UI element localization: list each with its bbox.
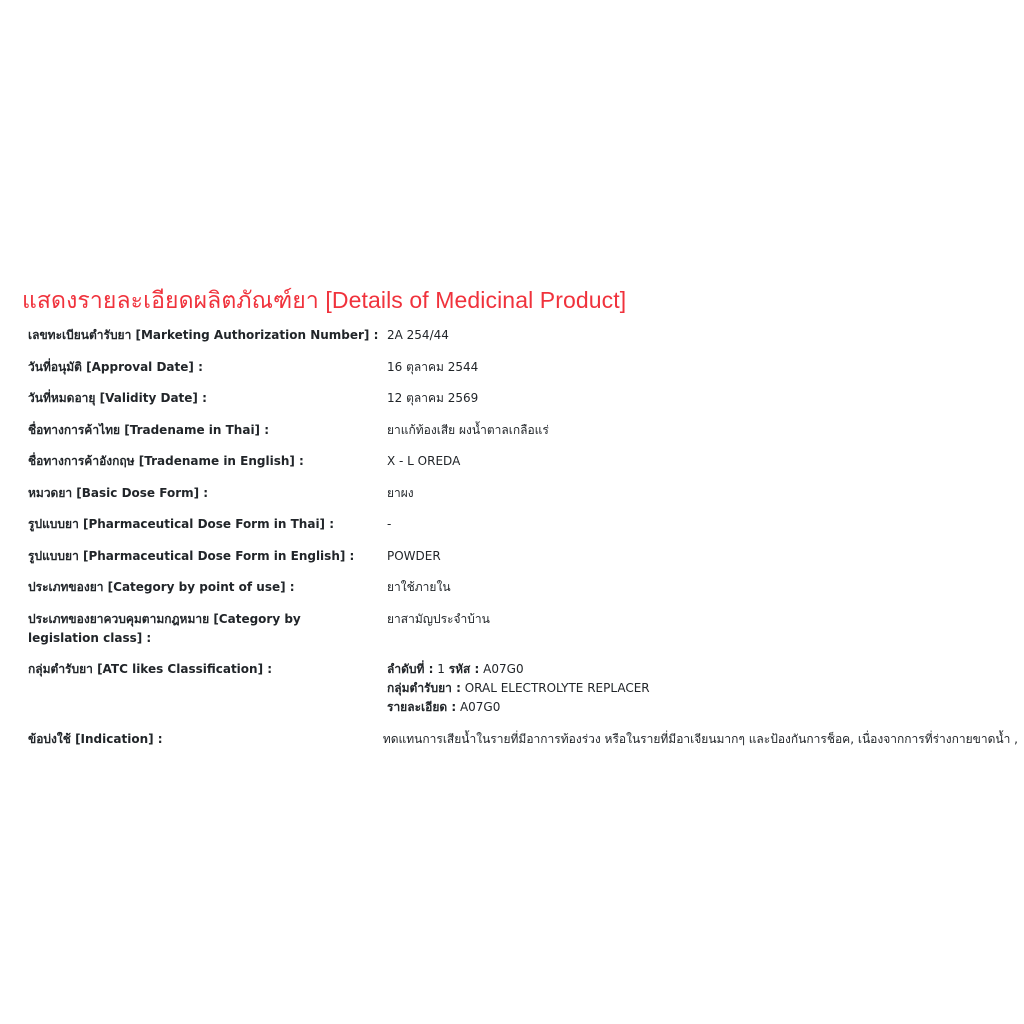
atc-value: [387, 660, 1018, 717]
field-label: หมวดยา [Basic Dose Form] :: [28, 485, 209, 500]
field-row-category-legislation: [28, 610, 1018, 648]
atc-order-value: 1: [437, 662, 445, 676]
field-label: รูปแบบยา [Pharmaceutical Dose Form in Thai] :: [28, 517, 335, 531]
field-value: -: [387, 517, 392, 531]
field-label: ชื่อทางการค้าไทย [Tradename in Thai] :: [28, 422, 270, 437]
product-details: [28, 326, 1018, 761]
field-label: ชื่อทางการค้าอังกฤษ [Tradename in English] :: [28, 454, 304, 468]
field-row-tradename-thai: [28, 421, 1018, 440]
field-row-category-point-of-use: [28, 578, 1018, 597]
field-label: ข้อบ่งใช้ [Indication] :: [28, 731, 163, 746]
field-row-tradename-english: [28, 452, 1018, 471]
atc-code-value: A07G0: [483, 662, 524, 676]
field-value: 2A 254/44: [387, 328, 449, 342]
field-value: ยาสามัญประจำบ้าน: [387, 611, 490, 626]
field-value: 12 ตุลาคม 2569: [387, 391, 479, 405]
field-label: เลขทะเบียนตำรับยา [Marketing Authorization Number] :: [28, 328, 379, 342]
field-row-marketing-authorization-number: [28, 326, 1018, 345]
field-row-validity-date: [28, 389, 1018, 408]
field-label: วันที่หมดอายุ [Validity Date] :: [28, 391, 207, 405]
atc-code-label: รหัส :: [448, 662, 480, 676]
field-row-basic-dose-form: [28, 484, 1018, 503]
field-row-atc-classification: [28, 660, 1018, 717]
field-label: วันที่อนุมัติ [Approval Date] :: [28, 359, 203, 374]
field-label: ประเภทของยา [Category by point of use] :: [28, 580, 295, 594]
atc-order-label: ลำดับที่ :: [387, 662, 434, 676]
atc-group-value: ORAL ELECTROLYTE REPLACER: [464, 681, 650, 695]
field-value: X - L OREDA: [387, 454, 461, 468]
field-row-dose-form-thai: [28, 515, 1018, 534]
field-label: กลุ่มตำรับยา [ATC likes Classification] :: [28, 662, 273, 676]
field-row-indication: [28, 730, 1018, 749]
field-value: 16 ตุลาคม 2544: [387, 359, 479, 374]
field-label: ประเภทของยาควบคุมตามกฎหมาย [Category by legislation class] :: [28, 611, 301, 645]
field-value: ยาแก้ท้องเสีย ผงน้ำตาลเกลือแร่: [387, 422, 549, 437]
field-row-approval-date: [28, 358, 1018, 377]
field-value: ทดแทนการเสียน้ำในรายที่มีอาการท้องร่วง หรือในรายที่มีอาเจียนมากๆ และป้องกันการช็อค, เนื่องจากการที่ร่างกายขาดน้ำ ,: [382, 731, 1018, 746]
field-value: ยาผง: [387, 485, 414, 500]
page-title: แสดงรายละเอียดผลิตภัณฑ์ยา [Details of Medicinal Product]: [22, 287, 627, 313]
atc-detail-label: รายละเอียด :: [387, 700, 457, 714]
field-value: ยาใช้ภายใน: [387, 580, 451, 594]
field-value: POWDER: [387, 548, 441, 563]
atc-detail-value: A07G0: [459, 700, 501, 714]
atc-group-label: กลุ่มตำรับยา :: [387, 681, 461, 695]
field-label: รูปแบบยา [Pharmaceutical Dose Form in English] :: [28, 548, 355, 563]
field-row-dose-form-english: [28, 547, 1018, 566]
